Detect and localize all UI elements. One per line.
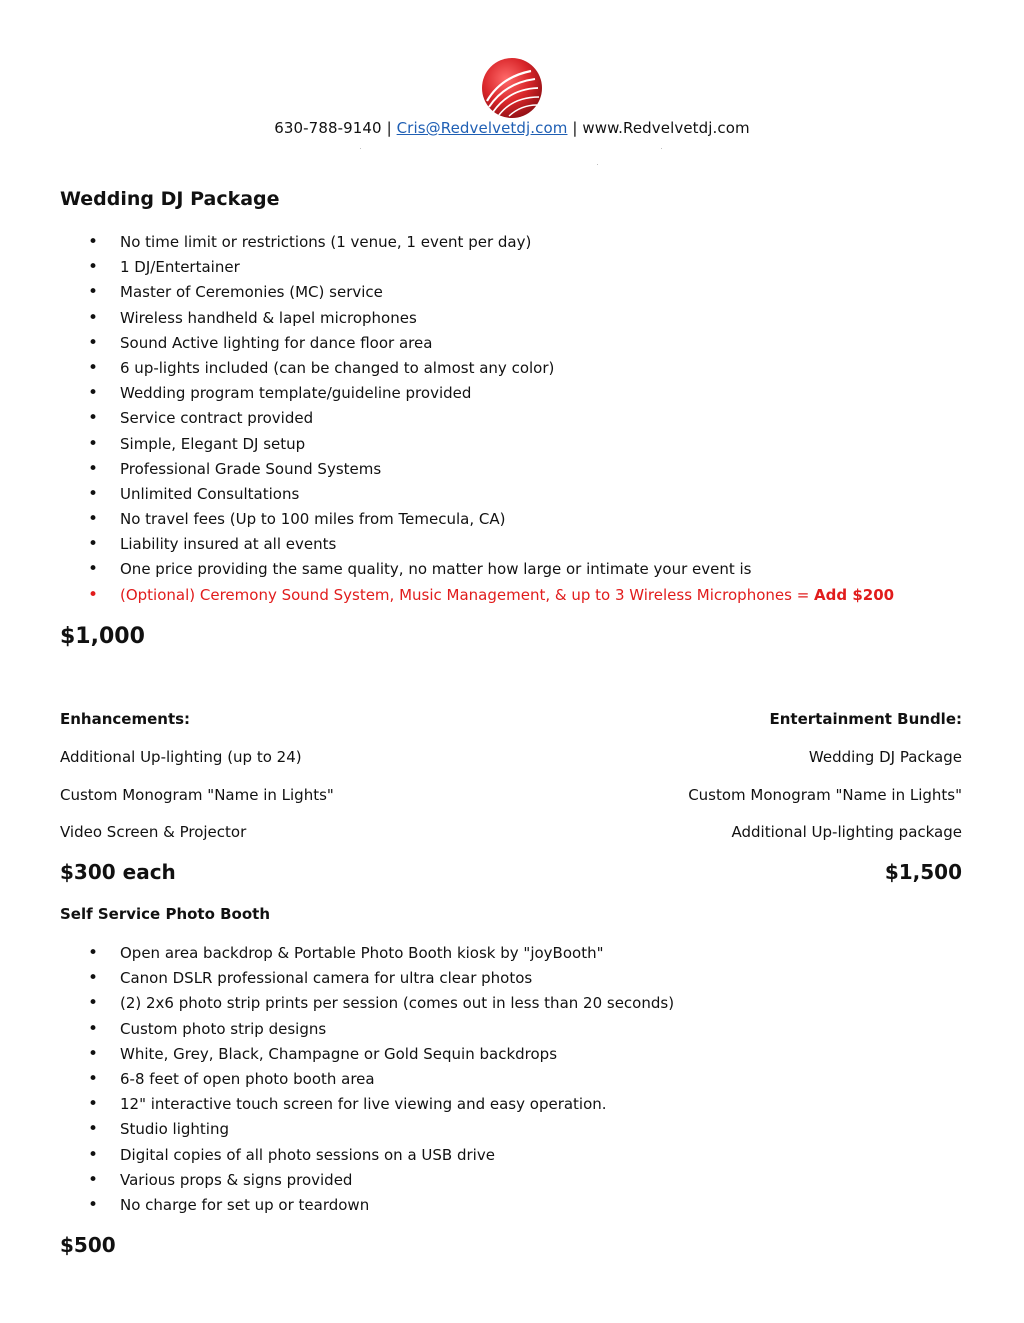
enhancements-price: $300 each (60, 860, 176, 884)
enhancement-item: Additional Up-lighting (up to 24) (60, 748, 302, 766)
wedding-package-list (60, 230, 894, 608)
list-item: • Simple, Elegant DJ setup (60, 432, 894, 457)
optional-add-on-text: (Optional) Ceremony Sound System, Music Management, & up to 3 Wireless Microphones = (120, 585, 815, 604)
scan-specks (0, 148, 1024, 150)
photo-booth-title: Self Service Photo Booth (60, 905, 271, 923)
contact-line (0, 119, 1024, 137)
contact-separator: | (572, 119, 578, 137)
list-item: • (2) 2x6 photo strip prints per session (comes out in less than 20 seconds) (60, 991, 674, 1016)
list-item: • 6 up-lights included (can be changed to almost any color) (60, 356, 894, 381)
list-item: • Wedding program template/guideline provided (60, 381, 894, 406)
list-item: • White, Grey, Black, Champagne or Gold Sequin backdrops (60, 1042, 674, 1067)
list-item: • Digital copies of all photo sessions on a USB drive (60, 1143, 674, 1168)
list-item: • No travel fees (Up to 100 miles from Temecula, CA) (60, 507, 894, 532)
logo-graphic (481, 57, 543, 119)
list-item: • Custom photo strip designs (60, 1017, 674, 1042)
list-item: • 6-8 feet of open photo booth area (60, 1067, 674, 1092)
list-item: • 1 DJ/Entertainer (60, 255, 894, 280)
bundle-item: Custom Monogram "Name in Lights" (688, 786, 962, 804)
optional-add-on-price: Add $200 (814, 585, 895, 604)
list-item: • Professional Grade Sound Systems (60, 457, 894, 482)
contact-separator: | (386, 119, 392, 137)
entertainment-bundle-price: $1,500 (884, 860, 962, 884)
website-text: www.Redvelvetdj.com (582, 119, 750, 137)
bundle-item: Additional Up-lighting package (731, 823, 962, 841)
bundle-item: Wedding DJ Package (808, 748, 962, 766)
wedding-package-price: $1,000 (60, 624, 145, 649)
photo-booth-list (60, 941, 674, 1218)
list-item: • Liability insured at all events (60, 532, 894, 557)
list-item: • Master of Ceremonies (MC) service (60, 280, 894, 305)
list-item: • Canon DSLR professional camera for ultra clear photos (60, 966, 674, 991)
list-item: • Wireless handheld & lapel microphones (60, 306, 894, 331)
list-item: • 12" interactive touch screen for live viewing and easy operation. (60, 1092, 674, 1117)
enhancements-title: Enhancements: (60, 710, 191, 728)
red-velvet-dj-logo-icon (481, 57, 543, 119)
optional-add-on-item (60, 583, 894, 608)
wedding-package-title: Wedding DJ Package (60, 188, 280, 210)
enhancement-item: Custom Monogram "Name in Lights" (60, 786, 334, 804)
list-item: • Open area backdrop & Portable Photo Booth kiosk by "joyBooth" (60, 941, 674, 966)
list-item: • No charge for set up or teardown (60, 1193, 674, 1218)
list-item: • Studio lighting (60, 1117, 674, 1142)
list-item: • Various props & signs provided (60, 1168, 674, 1193)
photo-booth-price: $500 (60, 1233, 116, 1257)
list-item: • Service contract provided (60, 406, 894, 431)
phone-number: 630-788-9140 (274, 119, 382, 137)
list-item: • One price providing the same quality, no matter how large or intimate your event is (60, 557, 894, 582)
entertainment-bundle-title: Entertainment Bundle: (769, 710, 962, 728)
list-item: • Unlimited Consultations (60, 482, 894, 507)
email-link[interactable]: Cris@Redvelvetdj.com (396, 119, 568, 137)
list-item: • No time limit or restrictions (1 venue, 1 event per day) (60, 230, 894, 255)
enhancement-item: Video Screen & Projector (60, 823, 247, 841)
list-item: • Sound Active lighting for dance floor area (60, 331, 894, 356)
